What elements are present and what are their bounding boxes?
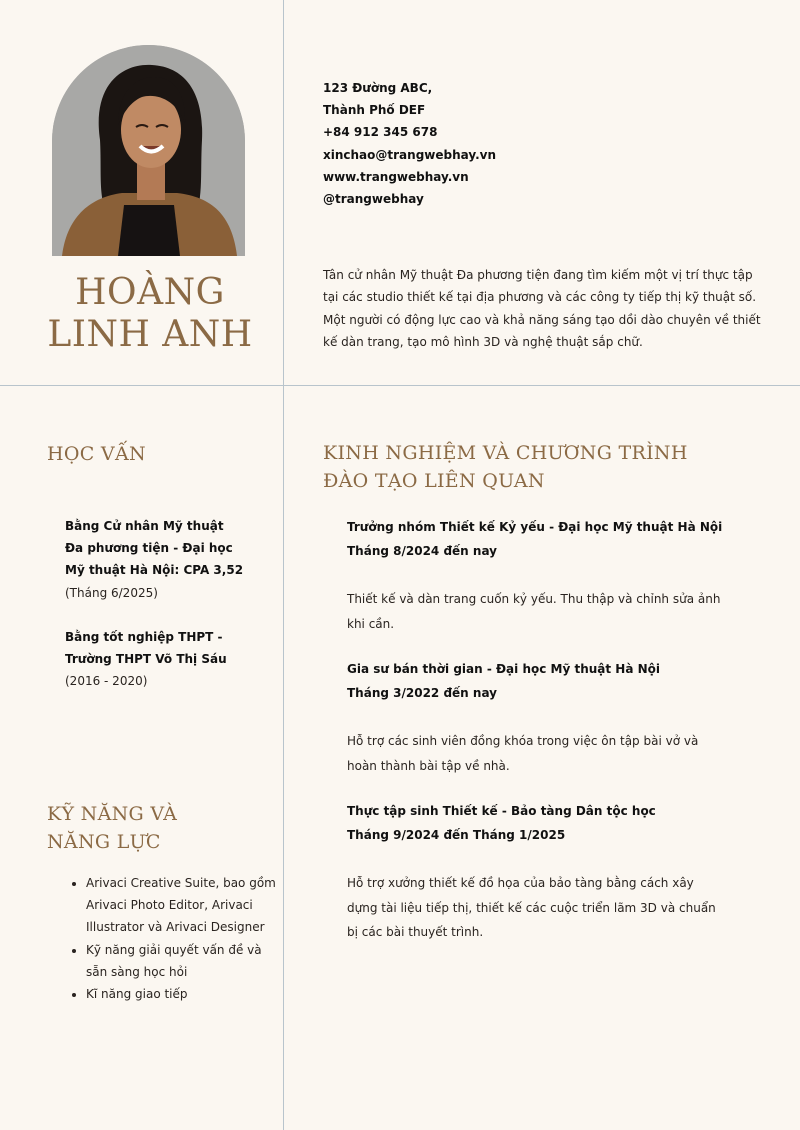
education-item: [65, 515, 275, 604]
skill-item: • Kỹ năng giải quyết vấn đề và sẵn sàng học hỏi: [86, 939, 286, 983]
skills-heading: [47, 800, 177, 856]
experience-heading-line-2: ĐÀO TẠO LIÊN QUAN: [323, 470, 545, 492]
name-line-2: LINH ANH: [47, 314, 253, 355]
education-title-line: Trường THPT Võ Thị Sáu: [65, 652, 227, 667]
job-title: Thực tập sinh Thiết kế - Bảo tàng Dân tộc học: [347, 804, 656, 818]
education-heading-text: HỌC VẤN: [47, 443, 146, 465]
skills-heading-line-2: NĂNG LỰC: [47, 831, 161, 853]
job-title: Trưởng nhóm Thiết kế Kỷ yếu - Đại học Mỹ thuật Hà Nội: [347, 520, 723, 534]
education-date: (2016 - 2020): [65, 674, 148, 689]
experience-item: [347, 657, 747, 778]
profile-summary: Tân cử nhân Mỹ thuật Đa phương tiện đang tìm kiếm một vị trí thực tập tại các studio thiết kế tại địa phương và các công ty tiếp thị kỹ thuật số. Một người có động lực cao và khả năng sáng tạo dồi dào chuyên về thiết kế dàn trang, tạo mô hình 3D và nghệ thuật sắp chữ.: [323, 268, 761, 349]
name-line-1: HOÀNG: [75, 272, 225, 313]
job-title: Gia sư bán thời gian - Đại học Mỹ thuật Hà Nội: [347, 662, 661, 676]
job-description: Hỗ trợ xưởng thiết kế đồ họa của bảo tàng bằng cách xây dựng tài liệu tiếp thị, thiết kế các cuộc triển lãm 3D và chuẩn bị các bài thuyết trình.: [347, 876, 716, 939]
skills-heading-line-1: KỸ NĂNG VÀ: [47, 803, 178, 825]
experience-list: [347, 515, 747, 966]
job-date: Tháng 3/2022 đến nay: [347, 686, 497, 700]
website: www.trangwebhay.vn: [323, 169, 469, 184]
education-title-line: Đa phương tiện - Đại học: [65, 541, 233, 556]
experience-item: [347, 515, 747, 636]
phone-number: +84 912 345 678: [323, 125, 438, 140]
experience-heading: [323, 439, 688, 495]
job-description: Hỗ trợ các sinh viên đồng khóa trong việc ôn tập bài vở và hoàn thành bài tập về nhà.: [347, 734, 699, 773]
job-description: Thiết kế và dàn trang cuốn kỷ yếu. Thu thập và chỉnh sửa ảnh khi cần.: [347, 592, 721, 631]
education-list: [65, 515, 275, 692]
job-date: Tháng 8/2024 đến nay: [347, 544, 497, 558]
education-title-line: Bằng Cử nhân Mỹ thuật: [65, 519, 224, 533]
social-handle: @trangwebhay: [323, 192, 424, 207]
experience-heading-line-1: KINH NGHIỆM VÀ CHƯƠNG TRÌNH: [323, 442, 688, 464]
address-line-2: Thành Phố DEF: [323, 103, 426, 118]
skills-list: [69, 872, 286, 1005]
candidate-name: [20, 272, 280, 356]
skill-item: • Arivaci Creative Suite, bao gồm Arivaci Photo Editor, Arivaci Illustrator và Arivaci Designer: [86, 872, 286, 939]
education-title-line: Bằng tốt nghiệp THPT -: [65, 629, 223, 644]
email-address: xinchao@trangwebhay.vn: [323, 147, 497, 162]
education-item: [65, 626, 275, 693]
education-date: (Tháng 6/2025): [65, 585, 158, 600]
education-title-line: Mỹ thuật Hà Nội: CPA 3,52: [65, 563, 244, 578]
contact-info: [323, 77, 496, 210]
portrait-photo-icon: [52, 45, 245, 256]
experience-item: [347, 799, 747, 945]
job-date: Tháng 9/2024 đến Tháng 1/2025: [347, 828, 566, 842]
profile-photo: [52, 45, 245, 256]
education-heading: [47, 440, 146, 468]
address-line-1: 123 Đường ABC,: [323, 81, 433, 95]
horizontal-divider: [0, 385, 800, 386]
skill-item: • Kĩ năng giao tiếp: [86, 983, 286, 1005]
